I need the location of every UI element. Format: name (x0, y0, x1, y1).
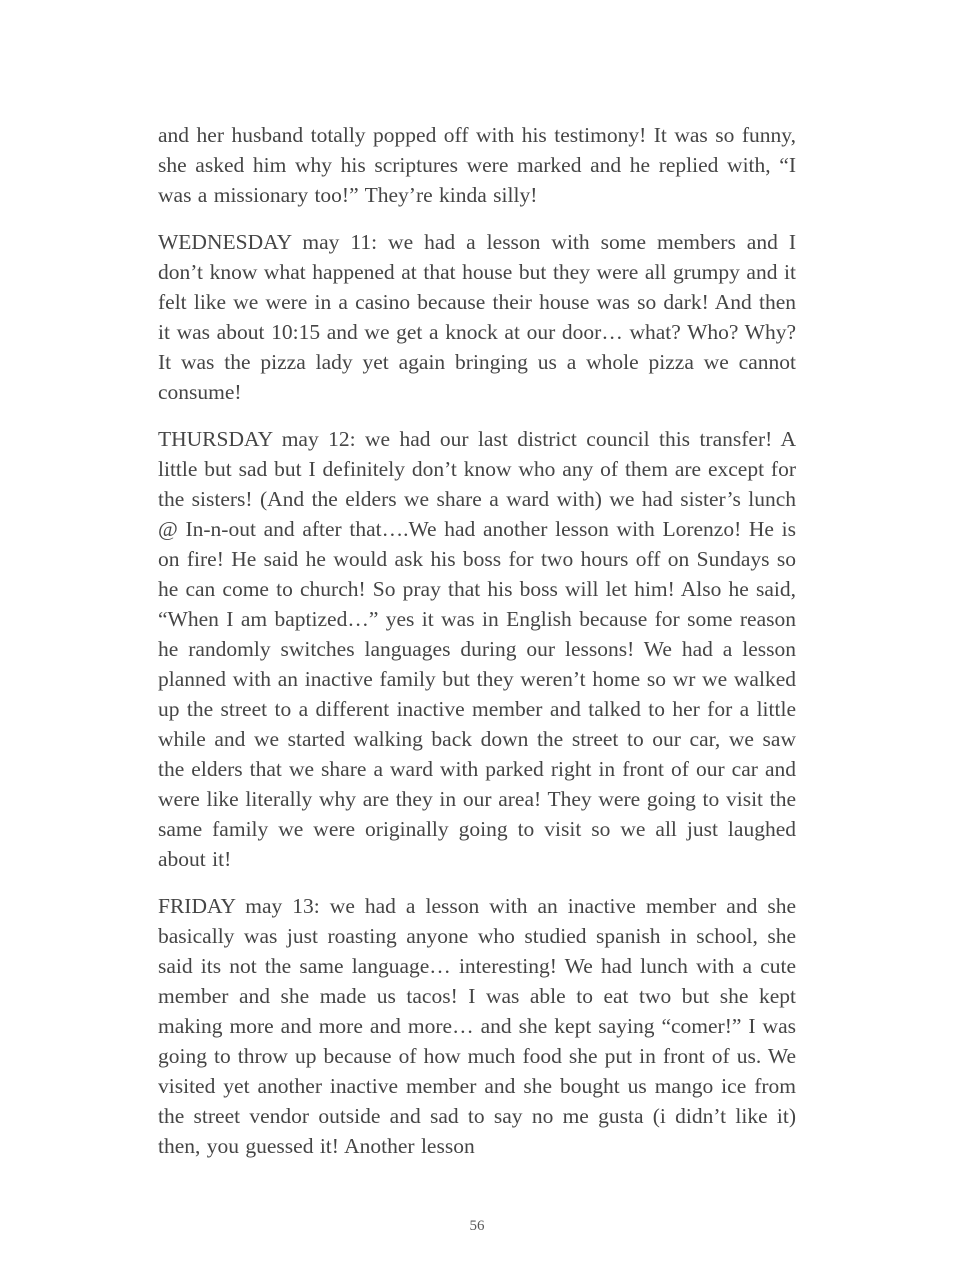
page-body (158, 120, 796, 1178)
journal-paragraph-wednesday: WEDNESDAY may 11: we had a lesson with some members and I don’t know what happened at that house but they were all grumpy and it felt like we were in a casino because their house was so dark! And then it was about 10:15 and we get a knock at our door… what? Who? Why? It was the pizza lady yet again bringing us a whole pizza we cannot consume! (158, 230, 796, 404)
journal-paragraph-friday: FRIDAY may 13: we had a lesson with an inactive member and she basically was just roasting anyone who studied spanish in school, she said its not the same language… interesting! We had lunch with a cute member and she made us tacos! I was able to eat two but she kept making more and more and more… and she kept saying “comer!” I was going to throw up because of how much food she put in front of us. We visited yet another inactive member and she bought us mango ice from the street vendor outside and sad to say no me gusta (i didn’t like it) then, you guessed it! Another lesson (158, 894, 796, 1158)
page-number: 56 (469, 1218, 485, 1234)
journal-paragraph-thursday: THURSDAY may 12: we had our last district council this transfer! A little but sad but I definitely don’t know who any of them are except for the sisters! (And the elders we share a ward with) we had sister’s lunch @ In-n-out and after that….We had another lesson with Lorenzo! He is on fire! He said he would ask his boss for two hours off on Sundays so he can come to church! So pray that his boss will let him! Also he said, “When I am baptized…” yes it was in English because for some reason he randomly switches languages during our lessons! We had a lesson planned with an inactive family but they weren’t home so wr we walked up the street to a different inactive member and talked to her for a little while and we started walking back down the street to our car, we saw the elders that we share a ward with parked right in front of our car and were like literally why are they in our area! They were going to visit the same family we were originally going to visit so we all just laughed about it! (158, 427, 796, 871)
journal-paragraph-intro: and her husband totally popped off with his testimony! It was so funny, she asked him why his scriptures were marked and he replied with, “I was a missionary too!” They’re kinda silly! (158, 123, 796, 207)
